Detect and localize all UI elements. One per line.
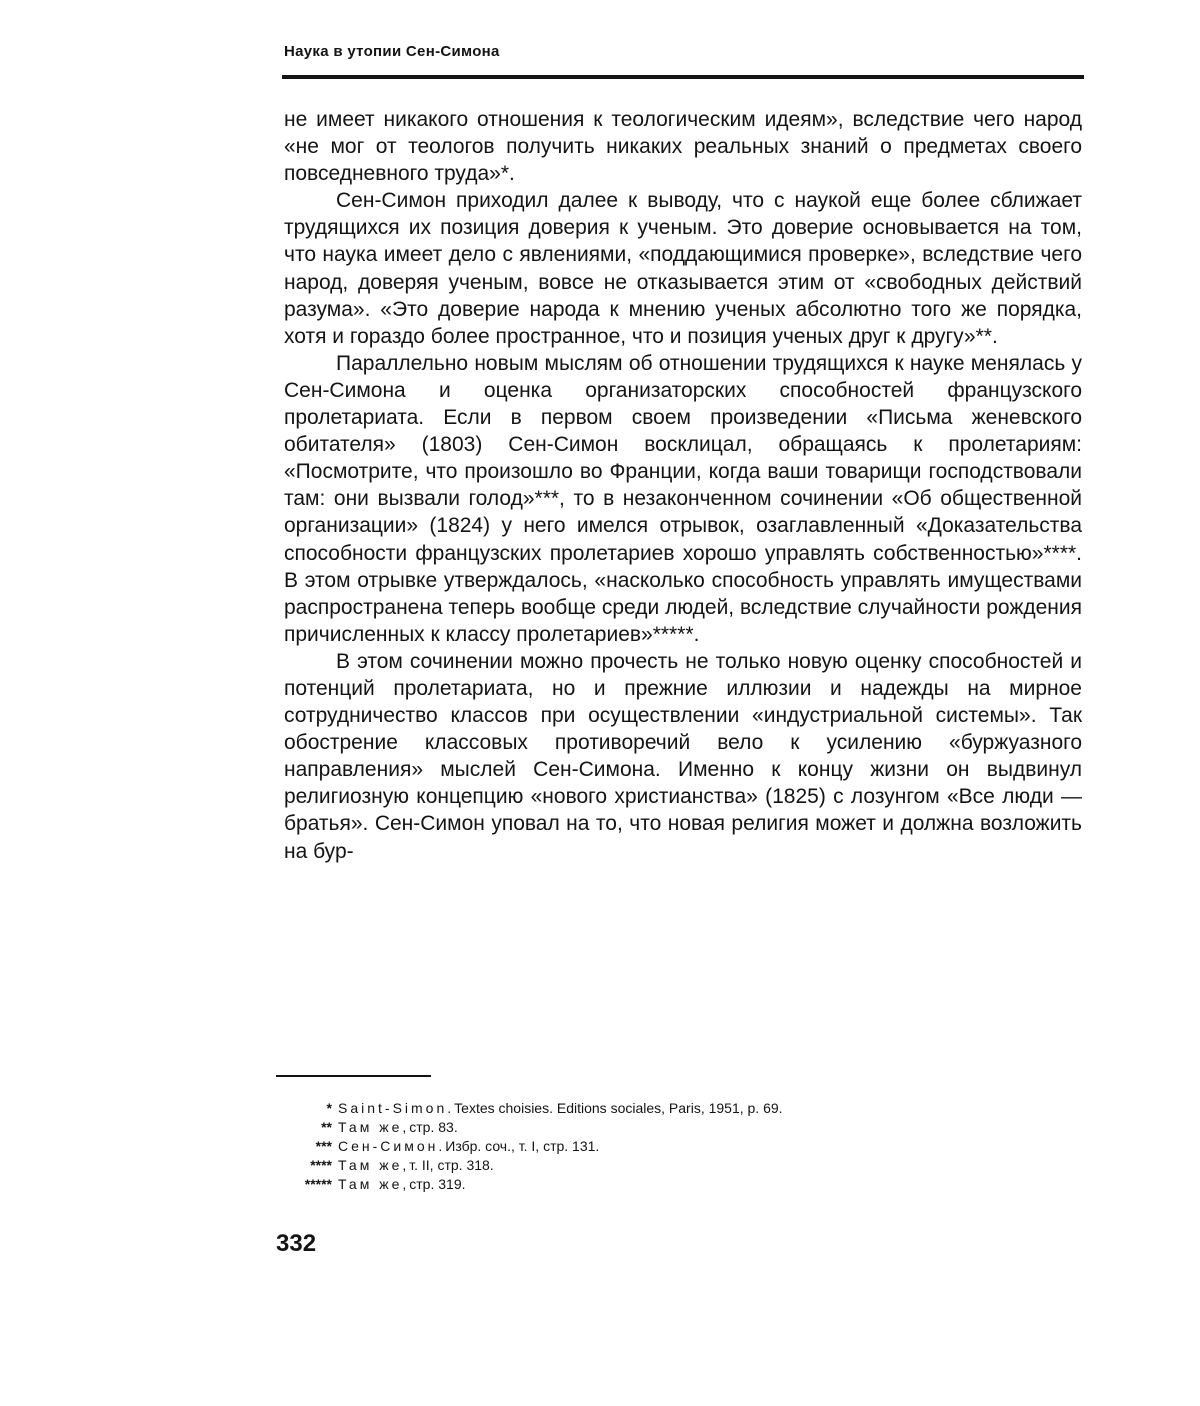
footnote-author: Там же, <box>338 1157 410 1173</box>
footnote <box>272 1118 1084 1137</box>
footnote <box>272 1137 1084 1156</box>
footnote-text: Избр. соч., т. I, стр. 131. <box>445 1138 600 1154</box>
page-number: 332 <box>276 1230 317 1257</box>
footnote-text: стр. 83. <box>409 1119 458 1135</box>
paragraph: Параллельно новым мыслям об отношении трудящихся к науке менялась у Сен-Симона и оценка организаторских способностей французского пролетариата. Если в первом своем произведении «Письма женевского обитателя» (1803) Сен-Симон восклицал, обращаясь к пролетариям: «Посмотрите, что произошло во Франции, когда ваши товарищи господствовали там: они вызвали голод»***, то в незаконченном сочинении «Об общественной организации» (1824) у него имелся отрывок, озаглавленный «Доказательства способности французских пролетариев хорошо управлять собственностью»****. В этом отрывке утверждалось, «насколько способность управлять имуществами распространена теперь вообще среди людей, вследствие случайности рождения причисленных к классу пролетариев»*****. <box>284 351 1082 646</box>
footnote-mark: * <box>326 1100 332 1116</box>
paragraph: Сен-Симон приходил далее к выводу, что с наукой еще более сближает трудящихся их позиция доверия к ученым. Это доверие основывается на том, что наука имеет дело с явлениями, «поддающимися проверке», вследствие чего народ, доверяя ученым, вовсе не отказывается этим от «свободных действий разума». «Это доверие народа к мнению ученых абсолютно того же порядка, хотя и гораздо более пространное, что и позиция ученых друг к другу»**. <box>284 189 1082 348</box>
footnote <box>272 1175 1084 1194</box>
footnote <box>272 1099 1084 1118</box>
footnote-mark: ** <box>321 1119 332 1135</box>
footnote-author: Saint-Simon. <box>338 1100 455 1116</box>
footnote <box>272 1156 1084 1175</box>
footnote-text: Textes choisies. Editions sociales, Paris, 1951, p. 69. <box>454 1100 783 1116</box>
footnote-text: стр. 319. <box>409 1176 466 1192</box>
footnote-text: т. II, стр. 318. <box>409 1157 494 1173</box>
running-head: Наука в утопии Сен-Симона <box>284 43 500 60</box>
header-rule <box>282 75 1084 79</box>
footnote-author: Сен-Симон. <box>338 1138 446 1154</box>
paragraph: В этом сочинении можно прочесть не только новую оценку способностей и потенций пролетариата, но и прежние иллюзии и надежды на мирное сотрудничество классов при осуществлении «индустриальной системы». Так обострение классовых противоречий вело к усилению «буржуазного направления» мыслей Сен-Симона. Именно к концу жизни он выдвинул религиозную концепцию «нового христианства» (1825) с лозунгом «Все люди — братья». Сен-Симон уповал на то, что новая религия может и должна возложить на бур- <box>284 649 1082 863</box>
footnote-mark: *** <box>315 1138 332 1154</box>
footnote-author: Там же, <box>338 1176 410 1192</box>
footnote-rule <box>276 1075 431 1077</box>
body-text <box>284 106 1082 865</box>
footnote-mark: ***** <box>304 1176 332 1192</box>
paragraph: не имеет никакого отношения к теологическим идеям», вследствие чего народ «не мог от теологов получить никаких реальных знаний о предметах своего повседневного труда»*. <box>284 108 1082 186</box>
footnote-mark: **** <box>310 1157 332 1173</box>
footnotes <box>272 1099 1084 1194</box>
footnote-author: Там же, <box>338 1119 410 1135</box>
